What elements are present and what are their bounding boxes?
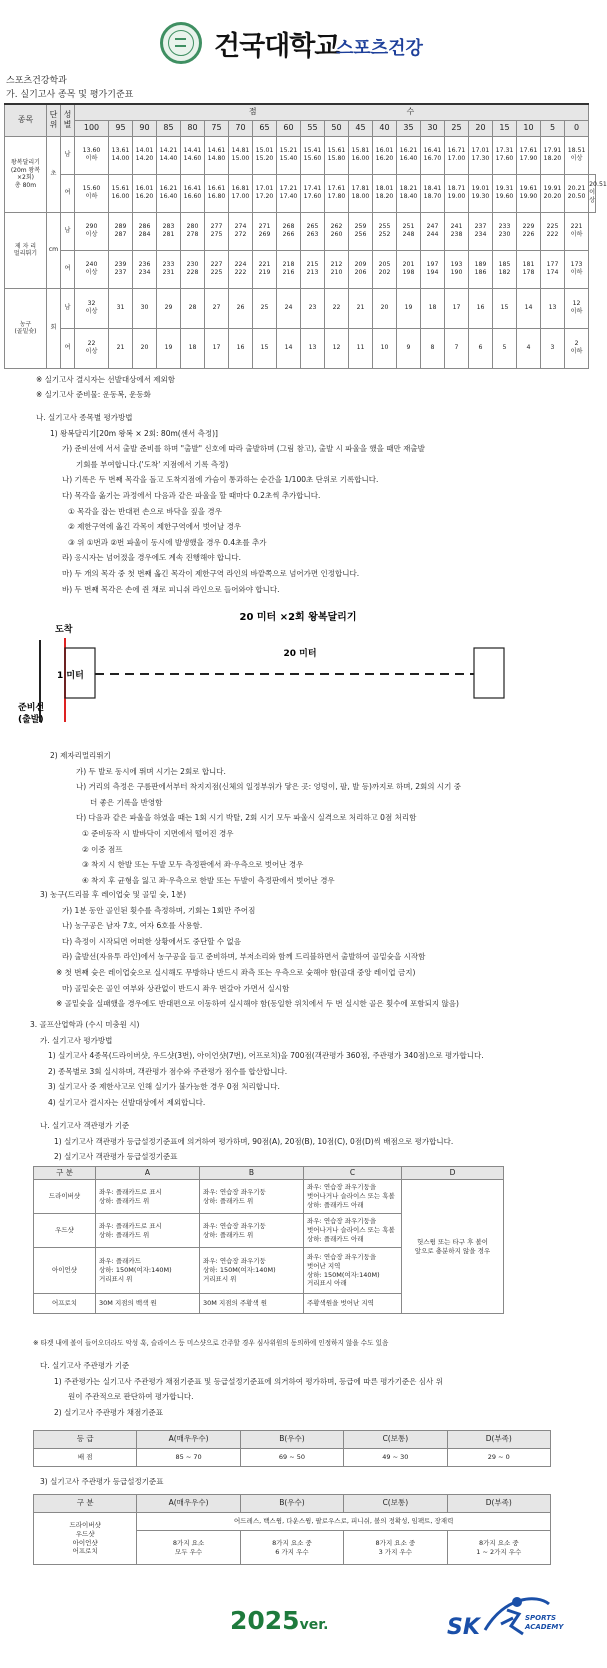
university-name: 건국대학교 (214, 31, 340, 62)
score-cell: 18.01 18.20 (373, 174, 397, 212)
score-header-cell: 80 (181, 120, 205, 136)
score-cell: 15.61 15.80 (325, 136, 349, 174)
score-cell: 22 (325, 288, 349, 328)
header-sex: 성별 (61, 104, 75, 136)
score-cell: 173 이하 (565, 250, 589, 288)
start-line-sub-label: (출발) (18, 715, 44, 725)
score-cell: 230 228 (181, 250, 205, 288)
objective-header: B (200, 1167, 304, 1180)
score-cell: 15.60 이하 (75, 174, 109, 212)
score-cell: 9 (397, 328, 421, 368)
score-cell: 16.71 17.00 (445, 136, 469, 174)
score-cell: 15.21 15.40 (277, 136, 301, 174)
score-cell: 16.41 16.70 (421, 136, 445, 174)
block-line: 라) 출발선(자유투 라인)에서 농구공을 들고 준비하며, 부저소리와 함께 드리블하면서 출발하여 골밑슛을 시작함 (62, 952, 426, 962)
score-cell: 233 231 (157, 250, 181, 288)
score-cell: 17.61 17.90 (517, 136, 541, 174)
sports-text: SPORTS (525, 1614, 557, 1622)
block-line: 다) 다음과 같은 파울을 하였을 때는 1회 시기 박탈, 2회 시기 모두 파울시 실격으로 처리하고 0점 처리함 (76, 813, 417, 823)
score-header-cell: 15 (493, 120, 517, 136)
score-cell: 24 (277, 288, 301, 328)
score-cell: 4 (517, 328, 541, 368)
objective-a: 좌우: 플래카드 상하: 150M(여자:140M) 거리표시 위 (96, 1248, 200, 1294)
score-cell: 236 234 (133, 250, 157, 288)
score-cell: 197 194 (421, 250, 445, 288)
score-cell: 10 (373, 328, 397, 368)
block-line: 1) 왕복달리기[20m 왕복 × 2회: 80m(센서 측정)] (50, 428, 218, 438)
score-cell: 25 (253, 288, 277, 328)
arrive-label: 도착 (55, 625, 73, 635)
block-line: 바) 두 번째 목각은 손에 쥔 채로 피니쉬 라인으로 들어와야 합니다. (62, 584, 280, 594)
sex-cell: 남 (61, 212, 75, 250)
score-row (5, 136, 596, 174)
block-line: 마) 두 개의 목각 중 첫 번째 옮긴 목각이 제한구역 라인의 바깥쪽으로 넘어가면 인정합니다. (62, 568, 360, 578)
score-header-cell: 25 (445, 120, 469, 136)
distance-label: 20 미터 (283, 649, 317, 659)
subjective-header: D(부족) (447, 1431, 550, 1449)
sex-cell: 여 (61, 328, 75, 368)
grade-header: A(매우우수) (137, 1495, 240, 1513)
score-cell: 21 (349, 288, 373, 328)
score-cell: 27 (205, 288, 229, 328)
grade-header: D(부족) (447, 1495, 550, 1513)
score-cell: 18.21 18.40 (397, 174, 421, 212)
block-line: 3. 골프산업학과 (수시 미충원 시) (30, 1020, 140, 1029)
score-header-cell: 70 (229, 120, 253, 136)
score-cell: 17 (205, 328, 229, 368)
score-cell: 20 (373, 288, 397, 328)
score-header-cell: 60 (277, 120, 301, 136)
objective-event: 아이언샷 (34, 1248, 96, 1294)
score-cell: 286 284 (133, 212, 157, 250)
block-line: 3) 실기고사 중 제한사고로 인해 실기가 불가능한 경우 0점 처리합니다. (48, 1082, 280, 1092)
subjective-score-table (33, 1430, 551, 1467)
grade-cell: 8가지 요소 중 3 가지 우수 (344, 1531, 447, 1565)
score-cell: 237 234 (469, 212, 493, 250)
score-header-cell: 20 (469, 120, 493, 136)
block-line: 1) 주관평가는 실기고사 주관평가 채점기준표 및 등급설정기준표에 의거하여 평가하며, 등급에 따른 평가기준은 심사 위 (54, 1376, 443, 1386)
score-header-cell: 5 (541, 120, 565, 136)
grade-header: B(우수) (240, 1495, 343, 1513)
block-line: 가) 준비선에 서서 출발 준비를 하며 "출발" 신호에 따라 출발하며 (그림 참고), 출발 시 파울을 했을 때만 재출발 (62, 444, 425, 454)
score-cell: 15.01 15.20 (253, 136, 277, 174)
score-cell: 20 (133, 328, 157, 368)
shuttle-run-diagram (0, 612, 600, 732)
block-line: ③ 착지 시 한발 또는 두발 모두 측정판에서 좌·우측으로 벗어난 경우 (82, 860, 304, 870)
header (0, 18, 600, 68)
grade-table-title: 3) 실기고사 주관평가 등급설정기준표 (40, 1477, 164, 1486)
block-line: ④ 착지 후 균형을 잃고 좌·우측으로 한발 또는 두발이 측정판에서 벗어난 경우 (82, 875, 335, 885)
golf-evaluation-method (30, 1017, 484, 1111)
block-title: 나. 실기고사 객관평가 기준 (40, 1121, 130, 1130)
score-cell: 265 263 (301, 212, 325, 250)
score-cell: 2 이하 (565, 328, 589, 368)
score-cell: 185 182 (493, 250, 517, 288)
block-line: 가) 1분 동안 골인된 횟수를 측정하며, 기회는 1회만 주어짐 (62, 905, 256, 915)
objective-header: A (96, 1167, 200, 1180)
sex-cell: 여 (61, 250, 75, 288)
header-score-part1: 점 (248, 107, 257, 117)
score-cell: 16.21 16.40 (157, 174, 181, 212)
block-line: 나) 농구공은 남자 7호, 여자 6호를 사용함. (62, 921, 203, 931)
score-cell: 16.21 16.40 (397, 136, 421, 174)
score-cell: 30 (133, 288, 157, 328)
score-cell: 16.01 16.20 (373, 136, 397, 174)
objective-a: 좌우: 플래카드로 표시 상하: 플래카드 위 (96, 1180, 200, 1214)
score-cell: 17.31 17.60 (493, 136, 517, 174)
score-row (5, 250, 596, 288)
score-header-cell: 95 (109, 120, 133, 136)
score-cell: 283 281 (157, 212, 181, 250)
subjective-cell: 49 ~ 30 (344, 1449, 447, 1467)
sk-sports-academy-logo (445, 1590, 564, 1646)
score-cell: 13 (301, 328, 325, 368)
objective-b: 좌우: 연습장 좌우기둥 상하: 150M(여자:140M) 거리표시 위 (200, 1248, 304, 1294)
score-cell: 3 (541, 328, 565, 368)
objective-row (34, 1180, 504, 1214)
block-line: ③ 위 ①번과 ②번 파울이 동시에 발생했을 경우 0.4초를 추가 (68, 537, 267, 547)
score-cell: 8 (421, 328, 445, 368)
block-line: 1) 실기고사 4종목(드라이버샷, 우드샷(3번), 아이언샷(7번), 어프로치)을 700점(객관평가 360점, 주관평가 340점)으로 평가합니다. (48, 1051, 484, 1061)
score-cell: 14.41 14.60 (181, 136, 205, 174)
score-cell: 225 222 (541, 212, 565, 250)
score-cell: 17.01 17.20 (253, 174, 277, 212)
score-cell: 17 (445, 288, 469, 328)
score-cell: 19.31 19.60 (493, 174, 517, 212)
score-cell: 28 (181, 288, 205, 328)
header-unit: 단위 (47, 104, 61, 136)
grade-cell: 8가지 요소 중 6 가지 우수 (240, 1531, 343, 1565)
score-cell: 17.91 18.20 (541, 136, 565, 174)
score-cell: 14.81 15.00 (229, 136, 253, 174)
score-cell: 16.81 17.00 (229, 174, 253, 212)
sex-cell: 남 (61, 136, 75, 174)
subjective-cell: 85 ~ 70 (137, 1449, 240, 1467)
objective-note: ※ 타겟 내에 볼이 들어오더라도 악성 훅, 슬라이스 등 미스샷으로 간주할 경우 심사위원의 동의하에 인정하지 않을 수도 있음 (33, 1339, 389, 1347)
score-cell: 209 206 (349, 250, 373, 288)
score-cell: 26 (229, 288, 253, 328)
score-cell: 212 210 (325, 250, 349, 288)
block-line: 2) 실기고사 주관평가 채점기준표 (54, 1407, 164, 1417)
score-cell: 19 (397, 288, 421, 328)
block-line: ② 제한구역에 옮긴 각목이 제한구역에서 벗어날 경우 (68, 522, 242, 532)
score-cell: 15 (493, 288, 517, 328)
score-cell: 18.71 19.00 (445, 174, 469, 212)
block-line: 나) 기록은 두 번째 목각을 돌고 도착지점에 가슴이 통과하는 순간을 1/100초 단위로 기록합니다. (62, 475, 379, 485)
score-cell: 18 (421, 288, 445, 328)
grade-cell: 8가지 요소 중 1 ~ 2가지 우수 (447, 1531, 550, 1565)
university-seal-icon (160, 22, 202, 64)
score-table (4, 103, 607, 369)
score-cell: 32 이상 (75, 288, 109, 328)
sex-cell: 남 (61, 288, 75, 328)
score-cell: 277 275 (205, 212, 229, 250)
score-cell: 21 (109, 328, 133, 368)
score-row (5, 174, 596, 212)
score-cell: 251 248 (397, 212, 421, 250)
score-cell: 13 (541, 288, 565, 328)
score-cell: 181 178 (517, 250, 541, 288)
header-event: 종목 (5, 104, 47, 136)
block-line: 2) 종목별로 3회 실시하며, 객관평가 점수와 주관평가 점수를 합산합니다. (48, 1066, 288, 1076)
block-line: 마) 골밑슛은 골인 여부와 상관없이 반드시 좌우 번갈아 가면서 실시함 (62, 983, 290, 993)
block-line: ① 준비동작 시 발바닥이 지면에서 떨어진 경우 (82, 828, 234, 838)
score-cell: 29 (157, 288, 181, 328)
objective-event: 드라이버샷 (34, 1180, 96, 1214)
score-cell: 16.01 16.20 (133, 174, 157, 212)
grade-header: 구 분 (34, 1495, 137, 1513)
evaluation-method (36, 410, 425, 597)
width-label: 1 미터 (57, 671, 84, 681)
score-cell: 177 174 (541, 250, 565, 288)
subjective-grade-table (33, 1494, 551, 1565)
score-cell: 18.41 18.70 (421, 174, 445, 212)
event-name: 왕복달리기 (20m 왕복 ×2회) 총 80m (5, 136, 47, 212)
score-cell: 17.41 17.60 (301, 174, 325, 212)
section-title: 가. 실기고사 종목 및 평가기준표 (6, 90, 134, 100)
score-cell: 274 272 (229, 212, 253, 250)
objective-grade-table (33, 1166, 504, 1314)
score-cell: 259 256 (349, 212, 373, 250)
subjective-header: A(매우우수) (137, 1431, 240, 1449)
grade-events: 드라이버샷 우드샷 아이언샷 어프로치 (34, 1513, 137, 1565)
score-cell: 17.81 18.00 (349, 174, 373, 212)
objective-c: 주황색원을 벗어난 지역 (304, 1294, 402, 1314)
score-cell: 23 (301, 288, 325, 328)
event-name: 농구 (골밑슛) (5, 288, 47, 368)
score-cell: 255 252 (373, 212, 397, 250)
objective-b: 30M 지점의 주황색 원 (200, 1294, 304, 1314)
objective-header: C (304, 1167, 402, 1180)
score-cell: 233 230 (493, 212, 517, 250)
objective-a: 좌우: 플래카드로 표시 상하: 플래카드 위 (96, 1214, 200, 1248)
subjective-header: 등 급 (34, 1431, 137, 1449)
grade-cell: 8가지 요소 모두 우수 (137, 1531, 240, 1565)
score-cell: 17.61 17.80 (325, 174, 349, 212)
score-row (5, 212, 596, 250)
runner-body-icon (501, 1610, 523, 1634)
score-header-cell: 85 (157, 120, 181, 136)
notes (36, 372, 175, 402)
objective-event: 우드샷 (34, 1214, 96, 1248)
score-cell: 18.51 이상 (565, 136, 589, 174)
score-cell: 247 244 (421, 212, 445, 250)
objective-c: 좌우: 연습장 좌우기둥을 벗어나거나 슬라이스 또는 훅볼 상하: 플래카드 아래 (304, 1214, 402, 1248)
score-cell: 20.21 20.50 (565, 174, 589, 212)
score-cell: 16.41 16.60 (181, 174, 205, 212)
score-cell: 16 (229, 328, 253, 368)
grade-header: C(보통) (344, 1495, 447, 1513)
score-cell: 240 이상 (75, 250, 109, 288)
score-cell: 22 이상 (75, 328, 109, 368)
runner-head-icon (512, 1597, 522, 1607)
objective-c: 좌우: 연습장 좌우기둥을 벗어난 지역 상하: 150M(여자:140M) 거리표시 아래 (304, 1248, 402, 1294)
block-title: 나. 실기고사 종목별 평가방법 (36, 413, 133, 422)
score-cell: 16 (469, 288, 493, 328)
block-line: 가. 실기고사 평가방법 (40, 1035, 113, 1045)
score-cell: 268 266 (277, 212, 301, 250)
score-cell: 31 (109, 288, 133, 328)
block-line: 1) 실기고사 객관평가 등급설정기준표에 의거하여 평가하며, 90점(A), 20점(B), 10점(C), 0점(D)씩 배점으로 평가합니다. (54, 1136, 454, 1146)
score-cell: 6 (469, 328, 493, 368)
block-line: 2) 제자리멀리뛰기 (50, 751, 111, 760)
event-unit: 회 (47, 288, 61, 368)
subjective-cell: 69 ~ 50 (240, 1449, 343, 1467)
block-line: ① 목각을 잡는 반대편 손으로 바닥을 짚을 경우 (68, 506, 222, 516)
header-score (75, 104, 589, 120)
block-line: ② 이중 점프 (82, 844, 123, 854)
sex-cell: 여 (61, 174, 75, 212)
subjective-cell: 배 점 (34, 1449, 137, 1467)
score-cell: 215 213 (301, 250, 325, 288)
block-line: 가) 두 발로 동시에 뛰며 시기는 2회로 합니다. (76, 766, 226, 776)
header-score-part2: 수 (406, 107, 415, 117)
block-line: 2) 실기고사 객관평가 등급설정기준표 (54, 1152, 178, 1162)
score-header-cell: 0 (565, 120, 589, 136)
grade-criteria: 어드레스, 백스윙, 다운스윙, 팔로우스로, 피니쉬, 볼의 정확성, 임팩트, 장재력 (137, 1513, 551, 1531)
score-header-cell: 35 (397, 120, 421, 136)
score-cell: 189 186 (469, 250, 493, 288)
score-cell: 16.61 16.80 (205, 174, 229, 212)
block-line: ※ 첫 번째 슛은 레이업슛으로 실시해도 무방하나 반드시 좌측 또는 우측으로 슛해야 함(골대 중앙 레이업 금지) (56, 967, 416, 977)
score-cell: 15.41 15.60 (301, 136, 325, 174)
score-header-cell: 65 (253, 120, 277, 136)
diagram-title: 20 미터 ×2회 왕복달리기 (239, 612, 357, 623)
score-cell: 15.81 16.00 (349, 136, 373, 174)
far-zone (474, 648, 504, 698)
score-cell: 262 260 (325, 212, 349, 250)
score-header-cell: 100 (75, 120, 109, 136)
score-cell: 14.01 14.20 (133, 136, 157, 174)
objective-a: 30M 지점의 백색 원 (96, 1294, 200, 1314)
block-line: 4) 실기고사 결시자는 선발대상에서 제외합니다. (48, 1097, 206, 1107)
subjective-cell: 29 ~ 0 (447, 1449, 550, 1467)
score-cell: 12 (325, 328, 349, 368)
score-cell: 218 216 (277, 250, 301, 288)
score-cell: 14 (277, 328, 301, 368)
score-header-cell: 90 (133, 120, 157, 136)
block-line: 3) 농구(드리블 후 레이업슛 및 골밑 슛, 1분) (40, 890, 187, 899)
ver-label: ver. (299, 1617, 329, 1633)
objective-header: D (402, 1167, 504, 1180)
score-cell: 271 269 (253, 212, 277, 250)
score-cell: 20.51 이상 (589, 174, 596, 212)
subjective-title (40, 1358, 443, 1420)
objective-c: 좌우: 연습장 좌우기둥을 벗어나거나 슬라이스 또는 훅볼 상하: 플래카드 아래 (304, 1180, 402, 1214)
score-header-cell: 40 (373, 120, 397, 136)
note-line: ※ 실기고사 결시자는 선발대상에서 제외함 (36, 375, 175, 384)
score-header-cell: 50 (325, 120, 349, 136)
score-cell: 227 225 (205, 250, 229, 288)
score-cell: 14.61 14.80 (205, 136, 229, 174)
score-row (5, 288, 596, 328)
score-cell: 19.01 19.30 (469, 174, 493, 212)
score-cell: 17.01 17.30 (469, 136, 493, 174)
start-line-label: 준비선 (18, 703, 45, 713)
block-line: 라) 응시자는 넘어졌을 경우에도 계속 진행해야 합니다. (62, 553, 242, 563)
score-cell: 221 219 (253, 250, 277, 288)
basketball-method (40, 887, 459, 1012)
score-cell: 13.60 이하 (75, 136, 109, 174)
score-cell: 15.61 16.00 (109, 174, 133, 212)
score-cell: 19.91 20.20 (541, 174, 565, 212)
event-unit: 초 (47, 136, 61, 212)
block-line: 다) 목각을 옮기는 과정에서 다음과 같은 파울을 할 때마다 0.2초씩 추가합니다. (62, 490, 321, 500)
block-line: 더 좋은 기록을 반영함 (90, 797, 163, 807)
score-header-cell: 45 (349, 120, 373, 136)
score-header-cell: 10 (517, 120, 541, 136)
subjective-header: B(우수) (240, 1431, 343, 1449)
subjective-header: C(보통) (344, 1431, 447, 1449)
score-cell: 14 (517, 288, 541, 328)
objective-event: 어프로치 (34, 1294, 96, 1314)
score-cell: 280 278 (181, 212, 205, 250)
sk-text: SK (447, 1615, 480, 1640)
score-cell: 19.61 19.90 (517, 174, 541, 212)
score-row (5, 328, 596, 368)
department-label: 스포츠건강학과 (6, 76, 67, 86)
score-cell: 17.21 17.40 (277, 174, 301, 212)
score-header-cell: 75 (205, 120, 229, 136)
score-cell: 14.21 14.40 (157, 136, 181, 174)
score-cell: 12 이하 (565, 288, 589, 328)
score-cell: 7 (445, 328, 469, 368)
score-cell: 229 226 (517, 212, 541, 250)
event-name: 제 자 리 멀리뛰기 (5, 212, 47, 288)
score-cell: 19 (157, 328, 181, 368)
score-cell: 13.61 14.00 (109, 136, 133, 174)
block-line: 나) 거리의 측정은 구름판에서부터 착지지점(신체의 일정부위가 닿은 곳: 엉덩이, 팔, 발 등)까지로 하며, 2회의 시기 중 (76, 782, 462, 792)
version-year (230, 1606, 328, 1635)
objective-title (40, 1118, 453, 1165)
objective-b: 좌우: 연습장 좌우기둥 상하: 플래카드 위 (200, 1180, 304, 1214)
academy-text: ACADEMY (525, 1623, 564, 1631)
objective-header: 구 분 (34, 1167, 96, 1180)
score-cell: 239 237 (109, 250, 133, 288)
score-cell: 11 (349, 328, 373, 368)
note-line: ※ 실기고사 준비물: 운동복, 운동화 (36, 390, 151, 399)
standing-jump-method (50, 748, 461, 888)
score-cell: 5 (493, 328, 517, 368)
score-cell: 18 (181, 328, 205, 368)
objective-d: 헛스윙 또는 타구 후 볼이 앞으로 충분하지 않을 경우 (402, 1180, 504, 1314)
objective-b: 좌우: 연습장 좌우기둥 상하: 플래카드 위 (200, 1214, 304, 1248)
score-cell: 193 190 (445, 250, 469, 288)
score-header-cell: 55 (301, 120, 325, 136)
score-header-cell: 30 (421, 120, 445, 136)
block-line: 다) 측정이 시작되면 어떠한 상황에서도 중단할 수 없음 (62, 936, 242, 946)
brand-name: 스포츠건강 (336, 38, 423, 59)
score-cell: 290 이상 (75, 212, 109, 250)
score-cell: 15 (253, 328, 277, 368)
block-line: 원이 주관적으로 판단하여 평가합니다. (68, 1392, 194, 1402)
year-label: 2025 (230, 1606, 300, 1635)
score-cell: 201 198 (397, 250, 421, 288)
score-cell: 205 202 (373, 250, 397, 288)
event-unit: cm (47, 212, 61, 288)
score-cell: 224 222 (229, 250, 253, 288)
score-cell: 221 이하 (565, 212, 589, 250)
block-line: 기회를 부여합니다.('도착' 지점에서 기록 측정) (76, 459, 229, 469)
block-title: 다. 실기고사 주관평가 기준 (40, 1361, 130, 1370)
score-cell: 241 238 (445, 212, 469, 250)
score-cell: 289 287 (109, 212, 133, 250)
block-line: ※ 골밑슛을 실패했을 경우에도 반대편으로 이동하여 실시해야 함(동일한 위치에서 두 번 실시한 골은 횟수에 포함되지 않음) (56, 999, 459, 1009)
